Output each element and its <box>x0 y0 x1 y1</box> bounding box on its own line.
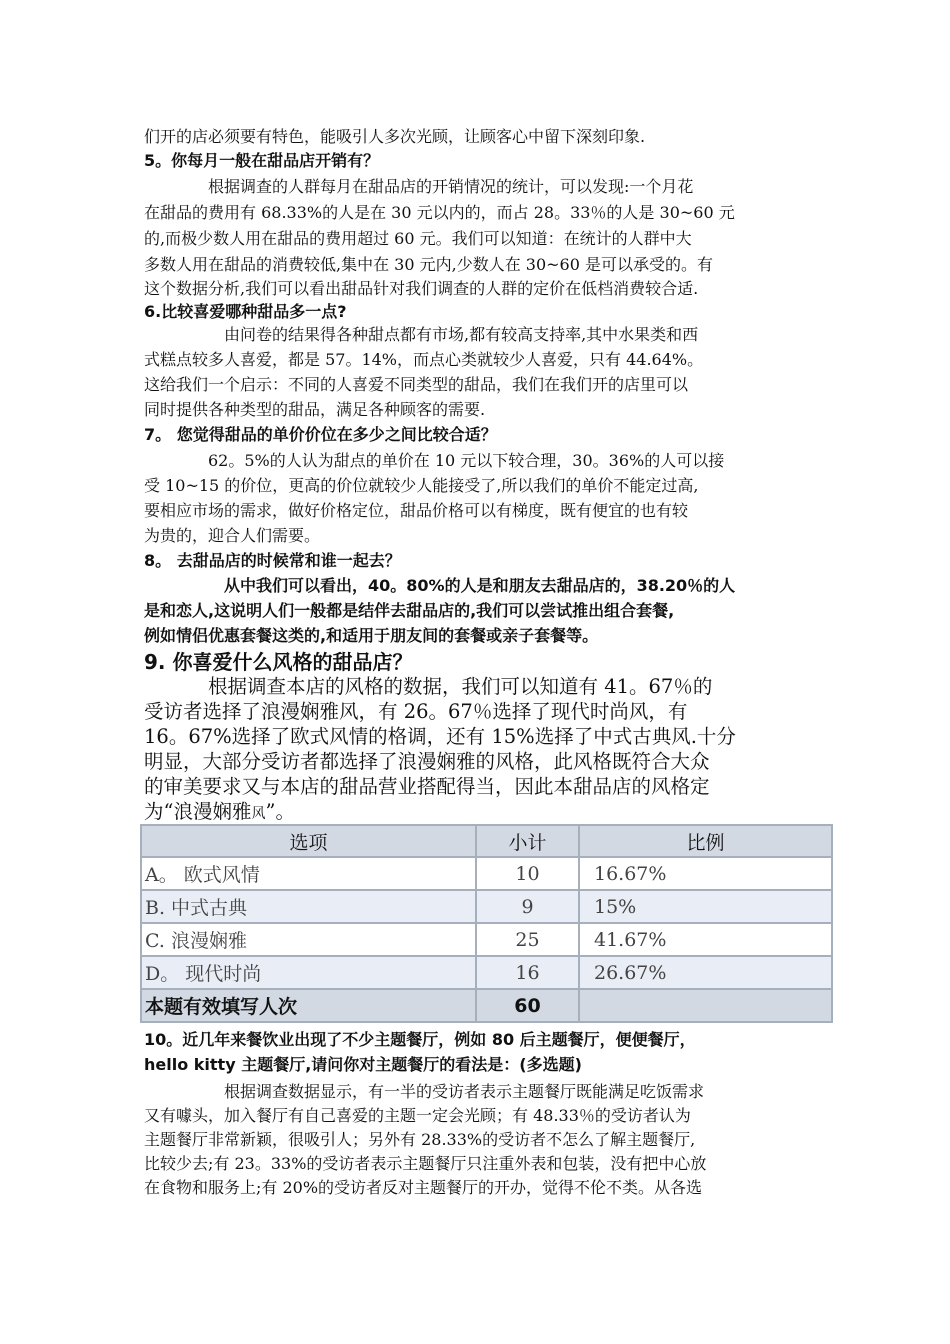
table-total-row <box>141 989 832 1022</box>
table-total-value: 60 <box>476 989 579 1022</box>
table-total-label: 本题有效填写人次 <box>141 989 476 1022</box>
table-cell: C. 浪漫娴雅 <box>141 923 476 956</box>
paragraph-line: 16。67%选择了欧式风情的格调，还有 15%选择了中式古典风.十分 <box>144 725 736 748</box>
text-span-small: 风 <box>251 806 266 822</box>
paragraph-line: 的审美要求又与本店的甜品营业搭配得当，因此本甜品店的风格定 <box>144 775 710 798</box>
paragraph-line: 主题餐厅非常新颖，很吸引人；另外有 28.33%的受访者不怎么了解主题餐厅, <box>144 1130 696 1149</box>
style-survey-table <box>140 824 833 1023</box>
paragraph-line: 例如情侣优惠套餐这类的,和适用于朋友间的套餐或亲子套餐等。 <box>144 626 599 645</box>
paragraph-line: 比较少去;有 23。33%的受访者表示主题餐厅只注重外表和包装，没有把中心放 <box>144 1154 707 1173</box>
question-10-heading: hello kitty 主题餐厅,请问你对主题餐厅的看法是：(多选题) <box>144 1055 582 1074</box>
paragraph-line: 同时提供各种类型的甜品，满足各种顾客的需要. <box>144 400 486 419</box>
paragraph-line: 受访者选择了浪漫娴雅风，有 26。67％选择了现代时尚风，有 <box>144 700 688 723</box>
question-6-heading: 6.比较喜爱哪种甜品多一点? <box>144 302 347 321</box>
table-row <box>141 857 832 890</box>
paragraph-line: 又有噱头，加入餐厅有自己喜爱的主题一定会光顾；有 48.33％的受访者认为 <box>144 1106 691 1125</box>
table-cell: B. 中式古典 <box>141 890 476 923</box>
paragraph-line: 62。5%的人认为甜点的单价在 10 元以下较合理，30。36%的人可以接 <box>208 451 725 470</box>
paragraph-line: 多数人用在甜品的消费较低,集中在 30 元内,少数人在 30~60 是可以承受的。有 <box>144 255 714 274</box>
table-row <box>141 923 832 956</box>
paragraph-line: 这给我们一个启示：不同的人喜爱不同类型的甜品，我们在我们开的店里可以 <box>144 375 689 394</box>
paragraph-line: 从中我们可以看出，40。80%的人是和朋友去甜品店的，38.20％的人 <box>224 576 736 595</box>
paragraph-line: 这个数据分析,我们可以看出甜品针对我们调查的人群的定价在低档消费较合适. <box>144 279 699 298</box>
paragraph-line: 的,而极少数人用在甜品的费用超过 60 元。我们可以知道：在统计的人群中大 <box>144 229 692 248</box>
paragraph-line: 要相应市场的需求，做好价格定位，甜品价格可以有梯度，既有便宜的也有较 <box>144 501 689 520</box>
table-cell-empty <box>579 989 832 1022</box>
table-cell: 26.67% <box>579 956 832 989</box>
table-cell: 9 <box>476 890 579 923</box>
table-header: 选项 <box>141 825 476 857</box>
table-header-row <box>141 825 832 857</box>
table-row <box>141 956 832 989</box>
question-8-heading: 8。 去甜品店的时候常和谁一起去？ <box>144 551 401 570</box>
table-cell: D。 现代时尚 <box>141 956 476 989</box>
table-header: 小计 <box>476 825 579 857</box>
paragraph-line: 根据调查数据显示，有一半的受访者表示主题餐厅既能满足吃饭需求 <box>224 1082 705 1101</box>
question-9-heading: 9. 你喜爱什么风格的甜品店？ <box>144 650 413 674</box>
paragraph-line: 受 10~15 的价位，更高的价位就较少人能接受了,所以我们的单价不能定过高, <box>144 476 699 495</box>
question-5-heading: 5。你每月一般在甜品店开销有？ <box>144 151 380 170</box>
paragraph-line: 在食物和服务上;有 20%的受访者反对主题餐厅的开办，觉得不伦不类。从各选 <box>144 1178 703 1197</box>
table-cell: 41.67% <box>579 923 832 956</box>
table-cell: 16.67% <box>579 857 832 890</box>
table-row <box>141 890 832 923</box>
paragraph-line <box>144 800 809 826</box>
paragraph-line: 根据调查本店的风格的数据，我们可以知道有 41。67％的 <box>208 675 713 698</box>
paragraph-line: 根据调查的人群每月在甜品店的开销情况的统计，可以发现:一个月花 <box>208 177 694 196</box>
table-cell: 16 <box>476 956 579 989</box>
table-header: 比例 <box>579 825 832 857</box>
question-7-heading: 7。 您觉得甜品的单价价位在多少之间比较合适？ <box>144 425 497 444</box>
paragraph-line: 式糕点较多人喜爱，都是 57。14%，而点心类就较少人喜爱，只有 44.64%。 <box>144 350 704 369</box>
table-cell: 10 <box>476 857 579 890</box>
paragraph-line: 是和恋人,这说明人们一般都是结伴去甜品店的,我们可以尝试推出组合套餐, <box>144 601 675 620</box>
text-span: 为“浪漫娴雅 <box>144 800 252 823</box>
paragraph-line: 明显，大部分受访者都选择了浪漫娴雅的风格，此风格既符合大众 <box>144 750 710 773</box>
paragraph-line: 由问卷的结果得各种甜点都有市场,都有较高支持率,其中水果类和西 <box>224 325 699 344</box>
paragraph-line: 为贵的，迎合人们需要。 <box>144 526 321 545</box>
question-10-heading: 10。近几年来餐饮业出现了不少主题餐厅，例如 80 后主题餐厅，便便餐厅， <box>144 1030 696 1049</box>
paragraph-line: 在甜品的费用有 68.33%的人是在 30 元以内的，而占 28。33％的人是 30~60 元 <box>144 203 735 222</box>
paragraph-line: 们开的店必须要有特色，能吸引人多次光顾，让顾客心中留下深刻印象. <box>144 127 646 146</box>
table-cell: A。 欧式风情 <box>141 857 476 890</box>
table-cell: 25 <box>476 923 579 956</box>
text-span: ”。 <box>265 800 295 823</box>
table-cell: 15% <box>579 890 832 923</box>
